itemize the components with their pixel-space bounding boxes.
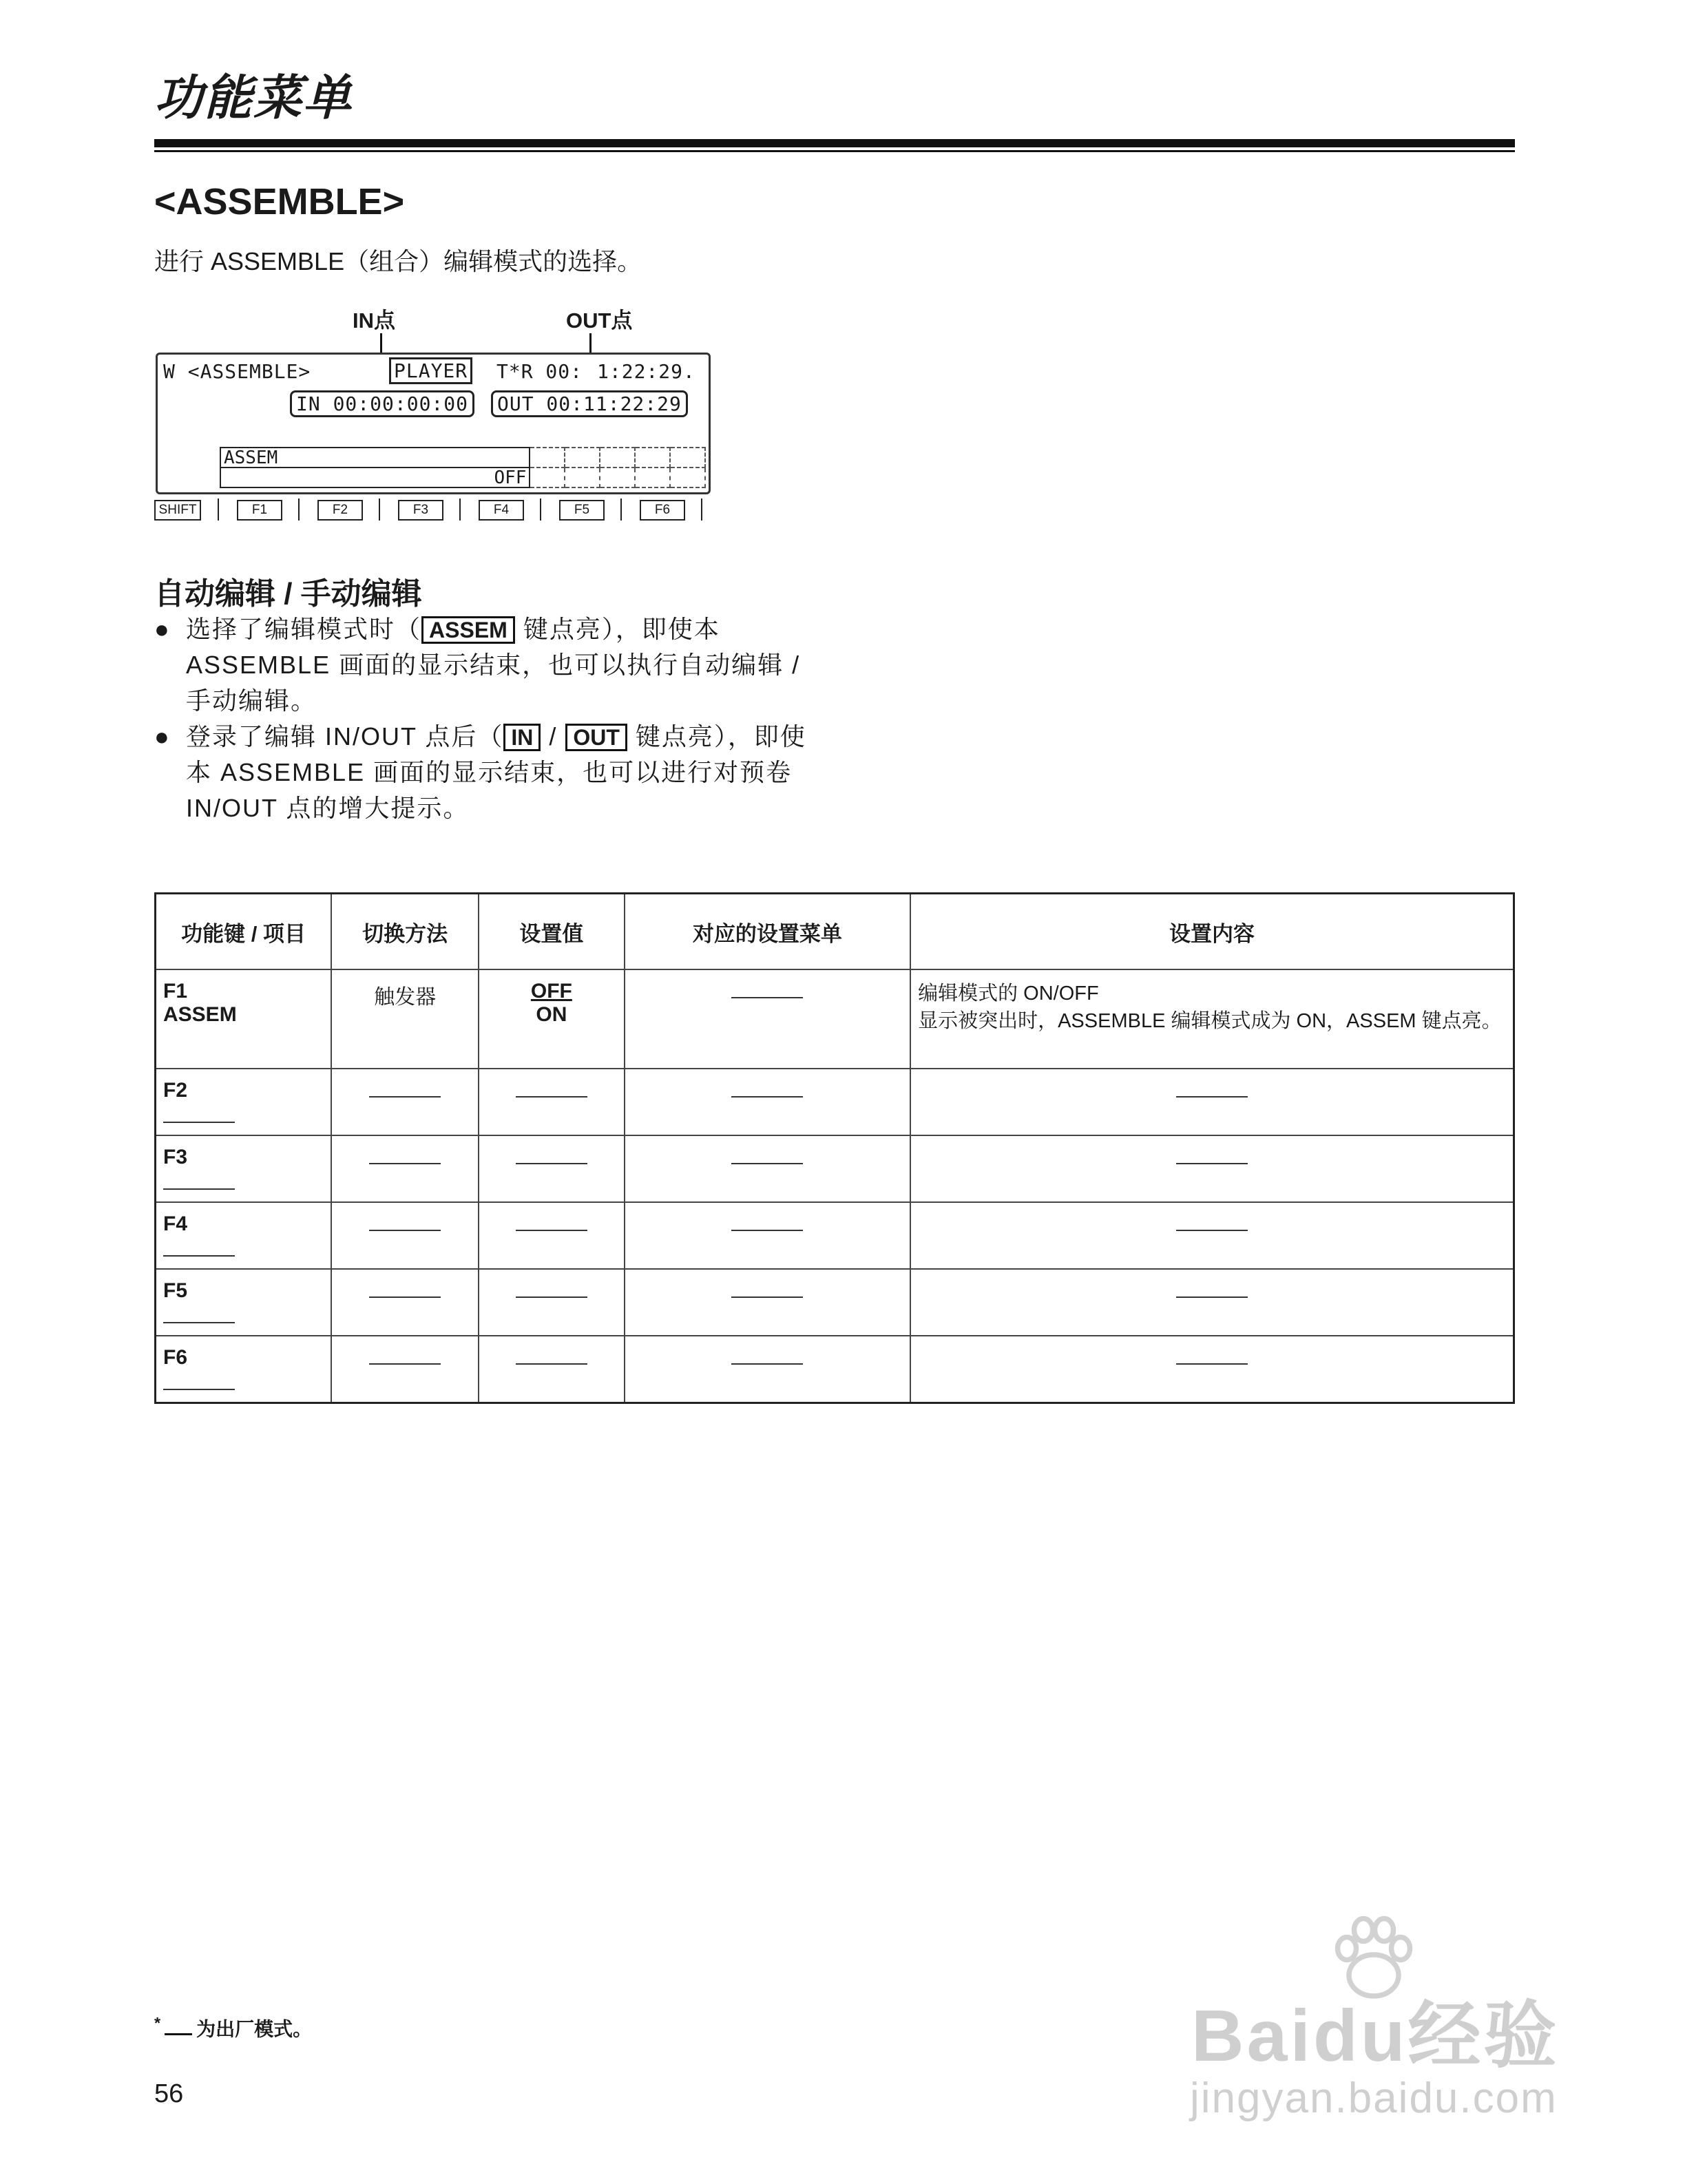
bullet-text: 键点亮），即使本 ASSEMBLE 画面的显示结束，也可以进行对预卷 IN/OUT 点的增大提示。 bbox=[186, 722, 806, 822]
shift-key[interactable]: SHIFT bbox=[154, 500, 201, 521]
empty-dash bbox=[516, 1163, 587, 1164]
lcd-grid-assem: ASSEM bbox=[220, 448, 530, 468]
footnote-underline-sample bbox=[165, 2033, 192, 2035]
empty-dash bbox=[163, 1188, 235, 1190]
title-rule-thin bbox=[154, 150, 1515, 152]
desc-line: 编辑模式的 ON/OFF bbox=[918, 983, 1099, 1005]
key-cell bbox=[156, 1269, 332, 1336]
notes-title: 自动编辑 / 手动编辑 bbox=[154, 577, 422, 611]
lcd-time-readout: 1:22:29. bbox=[597, 360, 695, 383]
empty-dash bbox=[1176, 1163, 1248, 1164]
section-title: 功能菜单 bbox=[154, 71, 353, 125]
empty-dash bbox=[1176, 1363, 1248, 1365]
empty-dash bbox=[1176, 1096, 1248, 1098]
key-divider bbox=[540, 498, 541, 521]
key-cell bbox=[156, 969, 332, 1069]
bullet-text: 选择了编辑模式时（ bbox=[186, 615, 422, 643]
empty-dash bbox=[516, 1096, 587, 1098]
desc-cell bbox=[910, 1336, 1514, 1403]
footnote-text: 为出厂模式。 bbox=[196, 2018, 313, 2040]
empty-dash bbox=[731, 1096, 803, 1098]
key-divider bbox=[620, 498, 622, 521]
key-label: F1 bbox=[163, 980, 188, 1002]
lcd-function-grid bbox=[220, 447, 706, 488]
key-cell bbox=[156, 1069, 332, 1135]
column-header: 设置内容 bbox=[910, 894, 1514, 970]
intro-text: 进行 ASSEMBLE（组合）编辑模式的选择。 bbox=[154, 247, 642, 275]
footnote-star: * bbox=[154, 2014, 161, 2032]
key-label: F3 bbox=[163, 1146, 188, 1168]
desc-cell bbox=[910, 969, 1514, 1069]
key-divider bbox=[379, 498, 380, 521]
empty-dash bbox=[516, 1230, 587, 1231]
out-keycap: OUT bbox=[565, 724, 627, 751]
value-default: OFF bbox=[530, 980, 572, 1002]
column-header: 设置值 bbox=[479, 894, 625, 970]
empty-dash bbox=[369, 1163, 441, 1164]
value-cell bbox=[479, 969, 625, 1069]
empty-dash bbox=[1176, 1296, 1248, 1298]
key-label: F6 bbox=[163, 1346, 188, 1369]
item-label: ASSEM bbox=[163, 1003, 237, 1026]
empty-dash bbox=[731, 1163, 803, 1164]
in-keycap: IN bbox=[503, 724, 541, 751]
f1-key[interactable]: F1 bbox=[237, 500, 282, 521]
value-cell bbox=[479, 1135, 625, 1202]
lcd-in-time: IN 00:00:00:00 bbox=[290, 390, 474, 417]
menu-cell bbox=[625, 969, 910, 1069]
menu-cell bbox=[625, 1135, 910, 1202]
in-point-label: IN点 bbox=[353, 308, 395, 333]
method-cell bbox=[331, 1336, 479, 1403]
method-cell bbox=[331, 1269, 479, 1336]
column-header: 对应的设置菜单 bbox=[625, 894, 910, 970]
column-header: 切换方法 bbox=[331, 894, 479, 970]
bullet-text: 登录了编辑 IN/OUT 点后（ bbox=[186, 722, 504, 750]
table-row bbox=[156, 1135, 1514, 1202]
desc-cell bbox=[910, 1202, 1514, 1269]
key-label: F2 bbox=[163, 1079, 188, 1102]
desc-cell bbox=[910, 1069, 1514, 1135]
empty-dash bbox=[731, 1230, 803, 1231]
table-row bbox=[156, 1336, 1514, 1403]
empty-dash bbox=[731, 1363, 803, 1365]
f3-key[interactable]: F3 bbox=[398, 500, 443, 521]
function-table bbox=[154, 892, 1515, 1404]
value-cell bbox=[479, 1269, 625, 1336]
subsection-title: <ASSEMBLE> bbox=[154, 181, 405, 222]
menu-cell bbox=[625, 1336, 910, 1403]
column-header: 功能键 / 项目 bbox=[156, 894, 332, 970]
bullet-text: 键点亮），即使本ASSEMBLE 画面的显示结束，也可以执行自动编辑 / 手动编辑。 bbox=[186, 615, 801, 715]
lcd-mode-label: W <ASSEMBLE> bbox=[163, 360, 311, 383]
key-label: F5 bbox=[163, 1279, 188, 1302]
watermark-url: jingyan.baidu.com bbox=[1190, 2075, 1558, 2122]
f2-key[interactable]: F2 bbox=[317, 500, 363, 521]
lcd-display bbox=[156, 353, 711, 494]
value-cell bbox=[479, 1069, 625, 1135]
empty-dash bbox=[163, 1122, 235, 1123]
key-divider bbox=[701, 498, 702, 521]
menu-cell bbox=[625, 1202, 910, 1269]
empty-dash bbox=[369, 1296, 441, 1298]
menu-cell bbox=[625, 1269, 910, 1336]
lcd-grid-off: OFF bbox=[220, 468, 530, 487]
table-row bbox=[156, 1202, 1514, 1269]
list-item bbox=[154, 719, 815, 826]
list-item bbox=[154, 611, 815, 719]
f5-key[interactable]: F5 bbox=[559, 500, 605, 521]
value-alt: ON bbox=[536, 1003, 567, 1026]
key-cell bbox=[156, 1135, 332, 1202]
method-cell bbox=[331, 1069, 479, 1135]
empty-dash bbox=[369, 1096, 441, 1098]
desc-cell bbox=[910, 1135, 1514, 1202]
table-row bbox=[156, 1269, 1514, 1336]
menu-cell bbox=[625, 1069, 910, 1135]
key-cell bbox=[156, 1202, 332, 1269]
empty-dash bbox=[731, 997, 803, 998]
f6-key[interactable]: F6 bbox=[640, 500, 685, 521]
value-cell bbox=[479, 1336, 625, 1403]
bullet-dot: ● bbox=[154, 722, 171, 750]
method-cell bbox=[331, 1135, 479, 1202]
notes-list bbox=[154, 611, 815, 826]
empty-dash bbox=[163, 1255, 235, 1257]
table-row bbox=[156, 969, 1514, 1069]
lcd-tr-label: T*R 00: bbox=[496, 360, 583, 383]
desc-line: 显示被突出时，ASSEMBLE 编辑模式成为 ON，ASSEM 键点亮。 bbox=[918, 1010, 1502, 1032]
table-header-row bbox=[156, 894, 1514, 970]
key-divider bbox=[459, 498, 461, 521]
f4-key[interactable]: F4 bbox=[479, 500, 524, 521]
key-divider bbox=[298, 498, 300, 521]
assem-keycap: ASSEM bbox=[421, 616, 515, 644]
empty-dash bbox=[516, 1296, 587, 1298]
out-point-label: OUT点 bbox=[566, 308, 633, 333]
page-number: 56 bbox=[154, 2079, 184, 2108]
key-label: F4 bbox=[163, 1212, 188, 1235]
watermark-brand: Baidu经验 bbox=[1191, 1995, 1560, 2077]
lcd-out-time: OUT 00:11:22:29 bbox=[491, 390, 688, 417]
table-row bbox=[156, 1069, 1514, 1135]
title-rule-thick bbox=[154, 139, 1515, 147]
bullet-dot: ● bbox=[154, 615, 171, 643]
key-divider bbox=[218, 498, 219, 521]
method-cell: 触发器 bbox=[331, 969, 479, 1069]
value-cell bbox=[479, 1202, 625, 1269]
desc-cell bbox=[910, 1269, 1514, 1336]
bullet-text: / bbox=[541, 722, 566, 750]
empty-dash bbox=[369, 1230, 441, 1231]
empty-dash bbox=[369, 1363, 441, 1365]
empty-dash bbox=[731, 1296, 803, 1298]
empty-dash bbox=[516, 1363, 587, 1365]
empty-dash bbox=[163, 1389, 235, 1390]
footnote bbox=[154, 2014, 312, 2041]
empty-dash bbox=[163, 1322, 235, 1323]
key-cell bbox=[156, 1336, 332, 1403]
lcd-player-indicator: PLAYER bbox=[389, 357, 472, 384]
empty-dash bbox=[1176, 1230, 1248, 1231]
method-cell bbox=[331, 1202, 479, 1269]
